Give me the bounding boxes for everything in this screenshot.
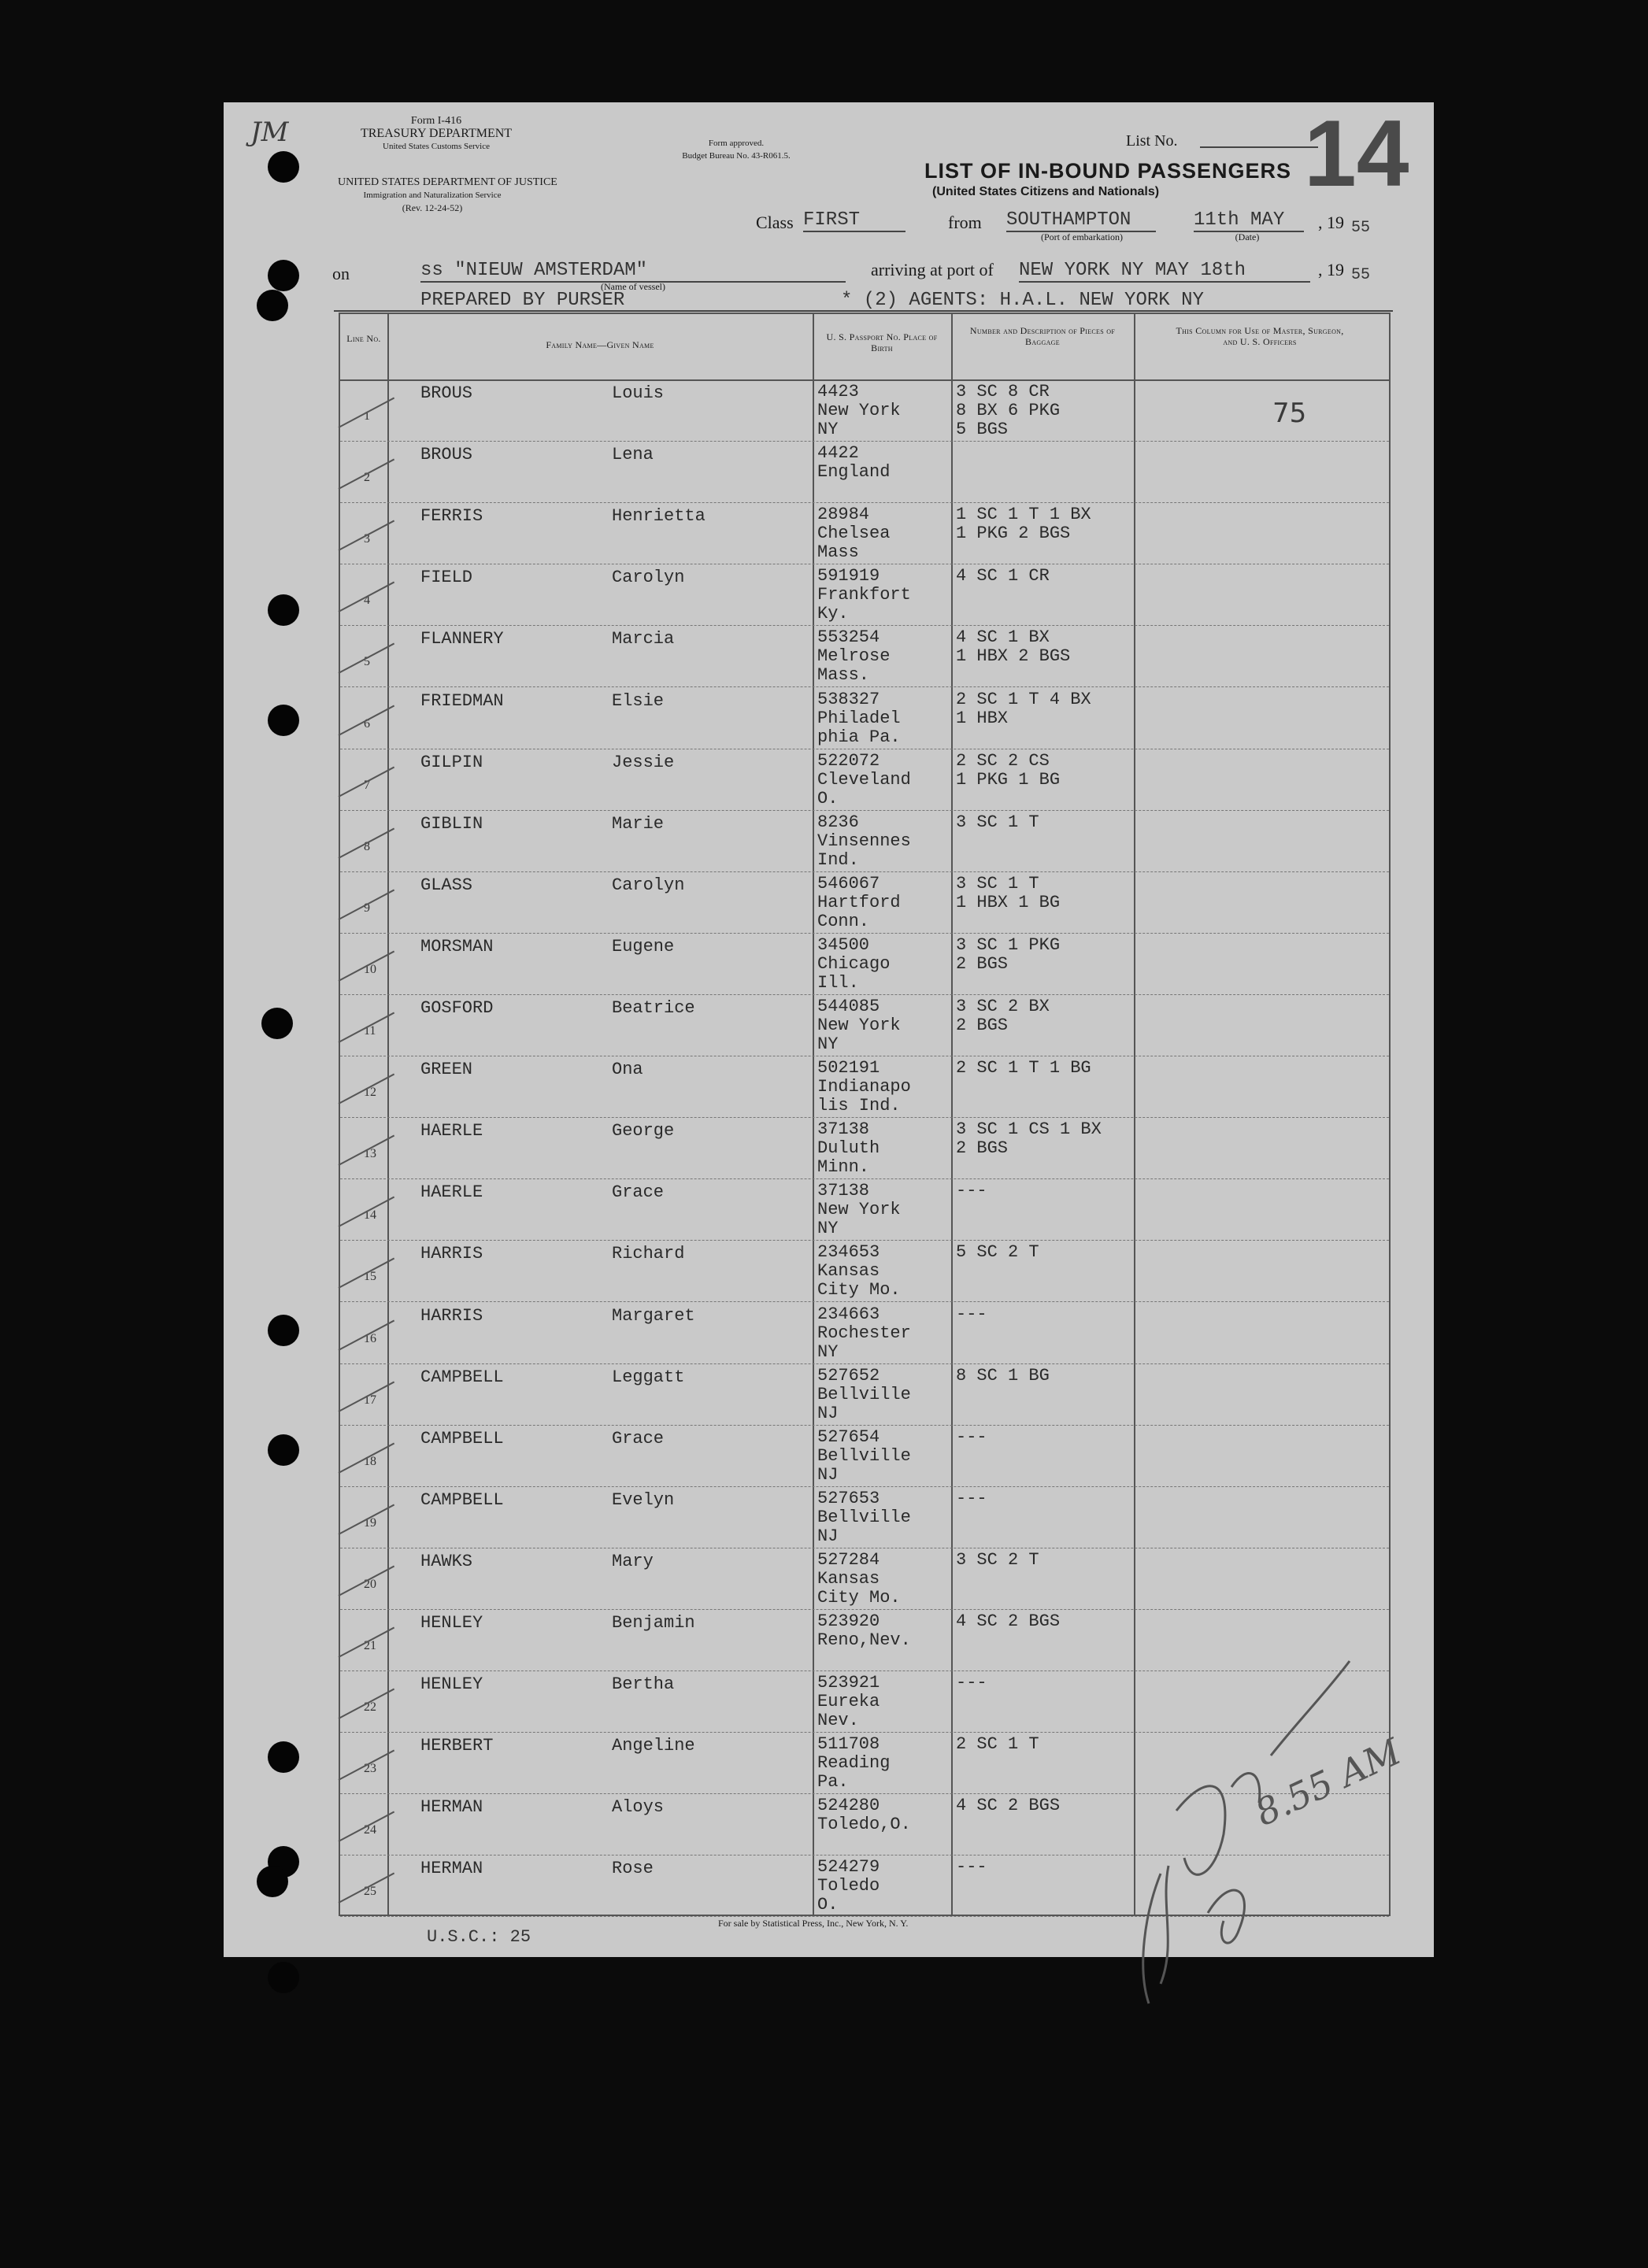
table-row	[340, 1056, 1389, 1118]
punch-hole	[268, 1315, 299, 1346]
given-name: Elsie	[612, 690, 665, 711]
line-number: 19	[364, 1515, 376, 1530]
family-name: CAMPBELL	[420, 1428, 504, 1448]
punch-hole	[268, 260, 299, 291]
vessel-caption: (Name of vessel)	[601, 281, 665, 292]
line-number: 7	[364, 778, 370, 792]
passport-birthplace: 28984 Chelsea Mass	[817, 505, 891, 563]
arriving-label: arriving at port of	[871, 260, 994, 279]
punch-hole	[268, 151, 299, 183]
table-row	[340, 1178, 1389, 1241]
baggage: 4 SC 2 BGS	[956, 1796, 1061, 1816]
vessel-name: ss "NIEUW AMSTERDAM"	[420, 260, 846, 283]
punch-hole	[257, 1866, 288, 1897]
given-name: Bertha	[612, 1674, 675, 1695]
baggage: 3 SC 8 CR 8 BX 6 PKG 5 BGS	[956, 382, 1061, 439]
family-name: HENLEY	[420, 1613, 483, 1633]
given-name: Leggatt	[612, 1367, 685, 1387]
baggage: 4 SC 1 BX 1 HBX 2 BGS	[956, 627, 1071, 667]
printer-credit: For sale by Statistical Press, Inc., New York, N. Y.	[718, 1918, 909, 1929]
line-number: 22	[364, 1700, 376, 1715]
line-number: 3	[364, 532, 370, 546]
on-label: on	[332, 264, 350, 283]
line-number: 5	[364, 655, 370, 669]
family-name: HENLEY	[420, 1674, 483, 1695]
embark-port: SOUTHAMPTON	[1006, 209, 1156, 232]
passport-birthplace: 553254 Melrose Mass.	[817, 627, 891, 686]
family-name: HARRIS	[420, 1244, 483, 1264]
family-name: CAMPBELL	[420, 1489, 504, 1510]
form-header-left-2	[338, 176, 557, 214]
th-name: Family Name—Given Name	[546, 339, 654, 350]
inspector-signature	[1113, 1574, 1408, 2015]
line-number: 12	[364, 1086, 376, 1100]
passport-birthplace: 502191 Indianapo lis Ind.	[817, 1058, 911, 1116]
given-name: George	[612, 1121, 675, 1141]
budget-bureau: Budget Bureau No. 43-R061.5.	[682, 151, 791, 161]
passport-birthplace: 511708 Reading Pa.	[817, 1734, 891, 1793]
revision: (Rev. 12-24-52)	[402, 202, 463, 213]
given-name: Carolyn	[612, 568, 685, 588]
table-row	[340, 1363, 1389, 1426]
passport-birthplace: 544085 New York NY	[817, 997, 901, 1054]
passport-birthplace: 524279 Toledo O.	[817, 1857, 880, 1915]
dept-justice: UNITED STATES DEPARTMENT OF JUSTICE	[338, 176, 557, 188]
header-rule	[334, 310, 1393, 312]
year-prefix-2: , 19	[1318, 260, 1344, 279]
passport-birthplace: 524280 Toledo,O.	[817, 1796, 911, 1835]
baggage: ---	[956, 1673, 987, 1693]
punch-hole	[268, 1434, 299, 1466]
table-row	[340, 687, 1389, 749]
signature-time: 8.55 AM	[1248, 1730, 1408, 1834]
baggage: ---	[956, 1857, 987, 1878]
departure-date: 11th MAY	[1194, 209, 1304, 232]
line-number: 15	[364, 1270, 376, 1284]
family-name: HAERLE	[420, 1121, 483, 1141]
table-row	[340, 502, 1389, 564]
th-line-no: Line No.	[346, 333, 381, 344]
year-suffix-2: 55	[1351, 266, 1371, 284]
baggage: 8 SC 1 BG	[956, 1365, 1050, 1386]
year-prefix: , 19	[1318, 213, 1344, 232]
passport-birthplace: 538327 Philadel phia Pa.	[817, 689, 901, 747]
punch-hole	[261, 1008, 293, 1039]
passport-birthplace: 4423 New York NY	[817, 382, 901, 439]
from-label: from	[948, 213, 982, 232]
passport-birthplace: 234653 Kansas City Mo.	[817, 1242, 901, 1300]
arrival-port-date: NEW YORK NY MAY 18th	[1019, 260, 1310, 283]
passport-birthplace: 523920 Reno,Nev.	[817, 1611, 911, 1650]
baggage: 2 SC 2 CS 1 PKG 1 BG	[956, 750, 1061, 790]
given-name: Rose	[612, 1859, 654, 1879]
family-name: HARRIS	[420, 1305, 483, 1326]
baggage: 5 SC 2 T	[956, 1242, 1039, 1263]
given-name: Marie	[612, 813, 665, 834]
baggage: 3 SC 1 PKG 2 BGS	[956, 934, 1061, 974]
given-name: Lena	[612, 445, 654, 465]
given-name: Henrietta	[612, 506, 705, 527]
passport-birthplace: 37138 New York NY	[817, 1181, 901, 1239]
line-number: 16	[364, 1331, 376, 1345]
approved-text: Form approved.	[708, 139, 765, 148]
baggage: 3 SC 1 T	[956, 812, 1039, 832]
passport-birthplace: 527284 Kansas City Mo.	[817, 1549, 901, 1608]
form-header-left	[354, 115, 519, 153]
family-name: CAMPBELL	[420, 1367, 504, 1387]
family-name: BROUS	[420, 383, 473, 403]
customs-service: United States Customs Service	[383, 142, 490, 151]
given-name: Marcia	[612, 629, 675, 649]
list-number: 14	[1304, 101, 1409, 206]
given-name: Mary	[612, 1551, 654, 1571]
passport-birthplace: 546067 Hartford Conn.	[817, 873, 901, 931]
table-row	[340, 1486, 1389, 1548]
table-row	[340, 994, 1389, 1056]
th-baggage: Number and Description of Pieces of Baggage	[969, 325, 1116, 347]
family-name: MORSMAN	[420, 936, 494, 956]
baggage: 3 SC 2 T	[956, 1549, 1039, 1570]
line-number: 13	[364, 1147, 376, 1161]
agents: * (2) AGENTS: H.A.L. NEW YORK NY	[841, 290, 1204, 311]
family-name: GREEN	[420, 1060, 473, 1080]
form-id: Form I-416	[410, 115, 462, 127]
th-officers: This Column for Use of Master, Surgeon, and U. S. Officers	[1176, 325, 1344, 347]
line-number: 9	[364, 901, 370, 915]
passport-birthplace: 4422 England	[817, 443, 891, 483]
officer-note: 75	[1272, 398, 1307, 429]
line-number: 11	[364, 1024, 376, 1038]
punch-hole	[268, 594, 299, 626]
passport-birthplace: 523921 Eureka Nev.	[817, 1673, 880, 1731]
baggage: 3 SC 2 BX 2 BGS	[956, 997, 1050, 1035]
family-name: HERBERT	[420, 1736, 494, 1756]
baggage: ---	[956, 1181, 987, 1201]
family-name: HAERLE	[420, 1182, 483, 1203]
line-number: 23	[364, 1762, 376, 1776]
initials-handwritten: JM	[250, 117, 289, 148]
table-header	[340, 314, 1389, 381]
table-row	[340, 1240, 1389, 1302]
passport-birthplace: 527653 Bellville NJ	[817, 1488, 911, 1546]
given-name: Beatrice	[612, 998, 695, 1018]
baggage: 3 SC 1 CS 1 BX 2 BGS	[956, 1119, 1102, 1159]
line-number: 18	[364, 1454, 376, 1468]
table-row	[340, 1425, 1389, 1487]
list-no-label: List No.	[1126, 132, 1178, 150]
family-name: HERMAN	[420, 1859, 483, 1879]
baggage: ---	[956, 1304, 987, 1324]
family-name: HERMAN	[420, 1797, 483, 1818]
baggage: ---	[956, 1426, 987, 1447]
table-row	[340, 564, 1389, 626]
year-suffix: 55	[1351, 219, 1371, 237]
given-name: Aloys	[612, 1797, 665, 1818]
table-row	[340, 933, 1389, 995]
class-label: Class	[756, 213, 794, 232]
family-name: FRIEDMAN	[420, 690, 504, 711]
punch-hole	[268, 1741, 299, 1773]
given-name: Richard	[612, 1244, 685, 1264]
line-number: 20	[364, 1577, 376, 1591]
family-name: HAWKS	[420, 1551, 473, 1571]
family-name: FERRIS	[420, 506, 483, 527]
line-number: 17	[364, 1393, 376, 1407]
manifest-page	[224, 102, 1434, 1957]
passport-birthplace: 522072 Cleveland O.	[817, 750, 911, 808]
passport-birthplace: 527652 Bellville NJ	[817, 1365, 911, 1423]
passport-birthplace: 527654 Bellville NJ	[817, 1426, 911, 1485]
given-name: Carolyn	[612, 875, 685, 895]
punch-hole	[268, 1962, 299, 1993]
table-row	[340, 871, 1389, 934]
table-row	[340, 1302, 1389, 1364]
line-number: 2	[364, 471, 370, 485]
line-number: 4	[364, 594, 370, 608]
punch-hole	[257, 290, 288, 321]
form-title: LIST OF IN-BOUND PASSENGERS	[924, 159, 1292, 183]
baggage: 4 SC 1 CR	[956, 566, 1050, 586]
punch-hole	[268, 705, 299, 736]
table-row	[340, 441, 1389, 503]
passport-birthplace: 37138 Duluth Minn.	[817, 1119, 880, 1178]
line-number: 14	[364, 1208, 376, 1223]
passport-birthplace: 234663 Rochester NY	[817, 1304, 911, 1362]
usc-count: U.S.C.: 25	[427, 1927, 531, 1947]
dept-treasury: TREASURY DEPARTMENT	[360, 127, 513, 140]
list-no-line	[1200, 146, 1318, 148]
date-caption: (Date)	[1235, 231, 1260, 242]
line-number: 1	[364, 409, 370, 424]
baggage: 4 SC 2 BGS	[956, 1611, 1061, 1631]
given-name: Grace	[612, 1428, 665, 1448]
line-number: 21	[364, 1639, 376, 1653]
table-row	[340, 1117, 1389, 1179]
baggage: 1 SC 1 T 1 BX 1 PKG 2 BGS	[956, 505, 1091, 544]
table-row	[340, 625, 1389, 687]
baggage: 2 SC 1 T 4 BX 1 HBX	[956, 689, 1091, 728]
passport-birthplace: 34500 Chicago Ill.	[817, 934, 891, 993]
line-number: 8	[364, 839, 370, 853]
family-name: GOSFORD	[420, 998, 494, 1018]
given-name: Ona	[612, 1060, 643, 1080]
ins-service: Immigration and Naturalization Service	[363, 191, 502, 200]
baggage: 2 SC 1 T	[956, 1734, 1039, 1755]
line-number: 10	[364, 962, 376, 976]
given-name: Eugene	[612, 936, 675, 956]
given-name: Benjamin	[612, 1613, 695, 1633]
given-name: Grace	[612, 1182, 665, 1203]
baggage: 3 SC 1 T 1 HBX 1 BG	[956, 873, 1061, 912]
family-name: GLASS	[420, 875, 473, 895]
form-approval	[669, 137, 803, 162]
line-number: 6	[364, 716, 370, 731]
family-name: FLANNERY	[420, 629, 504, 649]
th-passport: U. S. Passport No. Place of Birth	[826, 331, 938, 353]
given-name: Margaret	[612, 1305, 695, 1326]
passport-birthplace: 591919 Frankfort Ky.	[817, 566, 911, 624]
class-value: FIRST	[803, 209, 905, 232]
family-name: GILPIN	[420, 752, 483, 772]
line-number: 24	[364, 1823, 376, 1837]
table-row	[340, 379, 1389, 442]
line-number: 25	[364, 1885, 376, 1899]
prepared-by: PREPARED BY PURSER	[420, 290, 625, 311]
baggage: 2 SC 1 T 1 BG	[956, 1058, 1091, 1079]
embark-caption: (Port of embarkation)	[1041, 231, 1123, 242]
family-name: BROUS	[420, 445, 473, 465]
given-name: Evelyn	[612, 1489, 675, 1510]
form-subtitle: (United States Citizens and Nationals)	[932, 185, 1160, 198]
given-name: Louis	[612, 383, 665, 403]
family-name: FIELD	[420, 568, 473, 588]
table-row	[340, 749, 1389, 811]
passport-birthplace: 8236 Vinsennes Ind.	[817, 812, 911, 870]
table-row	[340, 810, 1389, 872]
family-name: GIBLIN	[420, 813, 483, 834]
given-name: Angeline	[612, 1736, 695, 1756]
baggage: ---	[956, 1488, 987, 1508]
given-name: Jessie	[612, 752, 675, 772]
